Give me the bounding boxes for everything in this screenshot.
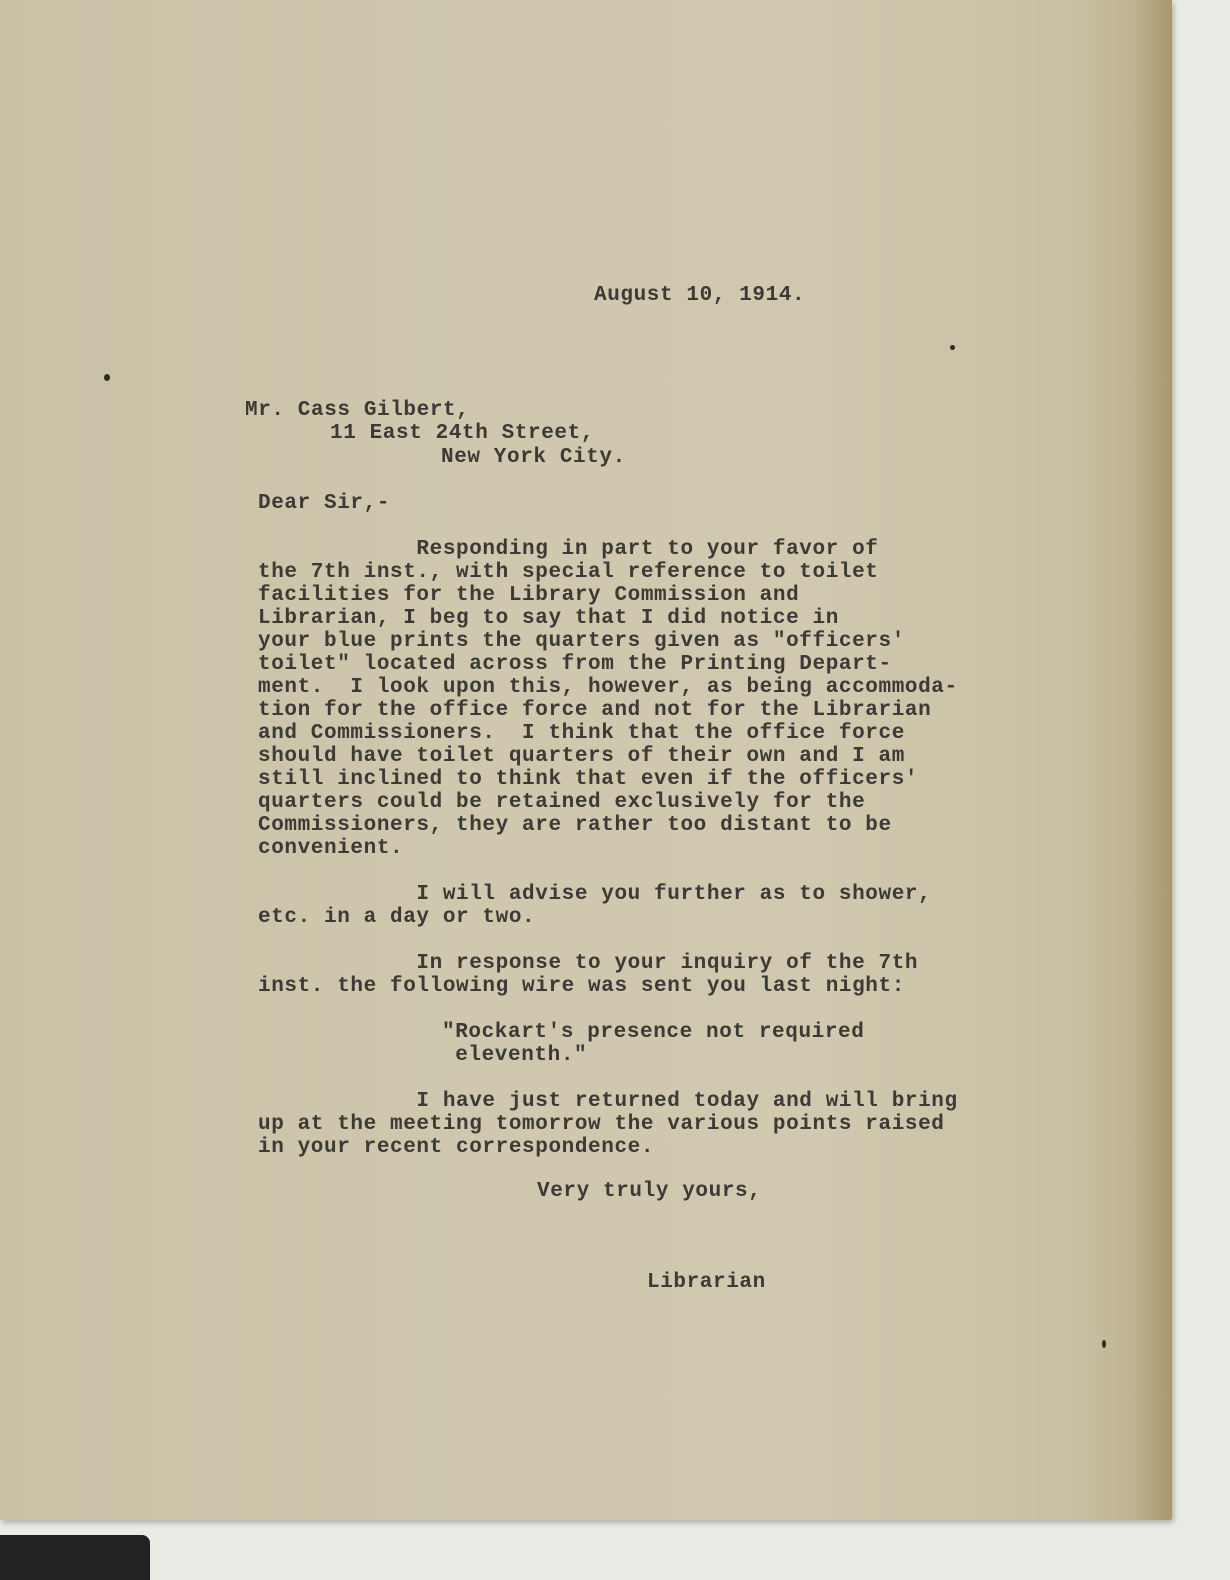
- binder-clip: [0, 1535, 150, 1580]
- body-paragraph-meeting: I have just returned today and will bring up at the meeting tomorrow the various points raised in your recent correspondence.: [258, 1090, 958, 1159]
- paper-speck: [104, 374, 110, 381]
- recipient-street: 11 East 24th Street,: [330, 422, 595, 445]
- salutation: Dear Sir,-: [258, 492, 391, 515]
- signature-title: Librarian: [647, 1271, 766, 1294]
- paper-speck: [950, 345, 955, 350]
- body-paragraph-toilet-facilities: Responding in part to your favor of the 7th inst., with special reference to toilet facilities for the Library Commission and Librarian, I beg to say that I did notice in your blue prints the quarters given as "officers' toilet" located across from the Printing Depart- ment. I look upon this, however, as being accommoda- tion for the office force and not for the Librarian and Commissioners. I think that the office force should have toilet quarters of their own and I am still inclined to think that even if the officers' quarters could be retained exclusively for the Commissioners, they are rather too distant to be convenient.: [258, 538, 958, 860]
- recipient-name: Mr. Cass Gilbert,: [245, 399, 470, 422]
- recipient-city: New York City.: [441, 446, 626, 469]
- body-paragraph-shower: I will advise you further as to shower, etc. in a day or two.: [258, 883, 932, 929]
- body-paragraph-wire: In response to your inquiry of the 7th inst. the following wire was sent you last night:: [258, 952, 919, 998]
- quoted-telegram: "Rockart's presence not required eleventh.": [442, 1021, 865, 1067]
- letter-date: August 10, 1914.: [594, 284, 806, 307]
- complimentary-closing: Very truly yours,: [537, 1180, 762, 1203]
- paper-speck: [1102, 1340, 1106, 1348]
